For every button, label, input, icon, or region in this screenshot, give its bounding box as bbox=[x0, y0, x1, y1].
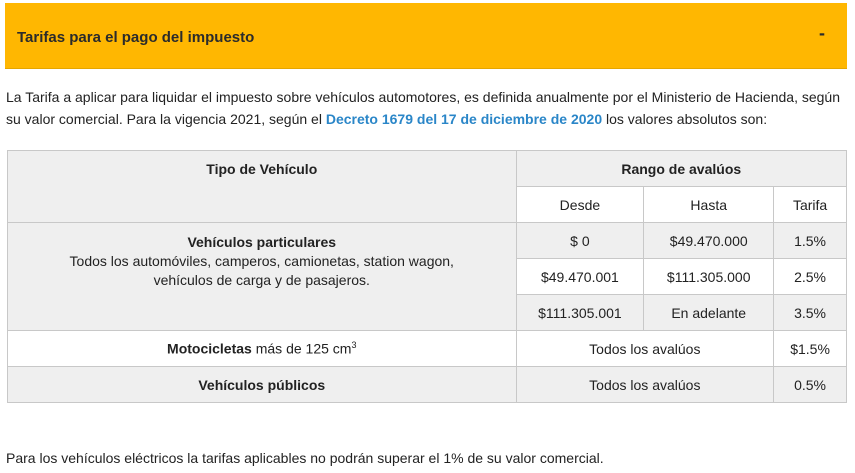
row2-tarifa: 2.5% bbox=[774, 259, 847, 295]
rates-table bbox=[7, 150, 847, 403]
accordion-title: Tarifas para el pago del impuesto bbox=[17, 29, 255, 46]
row1-desde: $ 0 bbox=[516, 223, 644, 259]
row3-tarifa: 3.5% bbox=[774, 295, 847, 331]
row1-tarifa: 1.5% bbox=[774, 223, 847, 259]
accordion-header[interactable] bbox=[5, 3, 847, 69]
intro-paragraph bbox=[6, 86, 848, 130]
particulares-title: Vehículos particulares bbox=[187, 234, 337, 250]
header-tipo-vehiculo: Tipo de Vehículo bbox=[8, 151, 517, 223]
row3-hasta: En adelante bbox=[644, 295, 774, 331]
intro-text-before: La Tarifa a aplicar para liquidar el impuesto sobre vehículos automotores, es definida anualmente por el Ministerio de Hacienda, según su valor comercial. Para la vigencia 2021, según el bbox=[6, 89, 841, 127]
intro-text-after: los valores absolutos son: bbox=[602, 111, 768, 127]
header-tarifa: Tarifa bbox=[774, 187, 847, 223]
publicos-range: Todos los avalúos bbox=[516, 367, 774, 403]
row2-desde: $49.470.001 bbox=[516, 259, 644, 295]
motos-sup: 3 bbox=[351, 340, 357, 351]
decree-link[interactable]: Decreto 1679 del 17 de diciembre de 2020 bbox=[325, 111, 603, 127]
collapse-toggle-icon[interactable]: - bbox=[819, 23, 825, 43]
motos-tarifa: $1.5% bbox=[774, 331, 847, 367]
particulares-cell bbox=[8, 223, 517, 331]
motos-cell bbox=[8, 331, 517, 367]
publicos-title: Vehículos públicos bbox=[8, 367, 517, 403]
header-hasta: Hasta bbox=[644, 187, 774, 223]
table-row bbox=[8, 367, 847, 403]
row1-hasta: $49.470.000 bbox=[644, 223, 774, 259]
motos-range: Todos los avalúos bbox=[516, 331, 774, 367]
motos-title: Motocicletas bbox=[167, 340, 252, 357]
header-rango-avaluos: Rango de avalúos bbox=[516, 151, 846, 187]
table-row bbox=[8, 331, 847, 367]
particulares-description: Todos los automóviles, camperos, camionetas, station wagon, vehículos de carga y de pasajeros. bbox=[69, 253, 454, 288]
table-row bbox=[8, 223, 847, 259]
header-desde: Desde bbox=[516, 187, 644, 223]
motos-suffix: más de 125 cm bbox=[251, 340, 352, 357]
publicos-tarifa: 0.5% bbox=[774, 367, 847, 403]
row2-hasta: $111.305.000 bbox=[644, 259, 774, 295]
row3-desde: $111.305.001 bbox=[516, 295, 644, 331]
footnote: Para los vehículos eléctricos la tarifas aplicables no podrán superar el 1% de su valor comercial. bbox=[6, 450, 604, 466]
